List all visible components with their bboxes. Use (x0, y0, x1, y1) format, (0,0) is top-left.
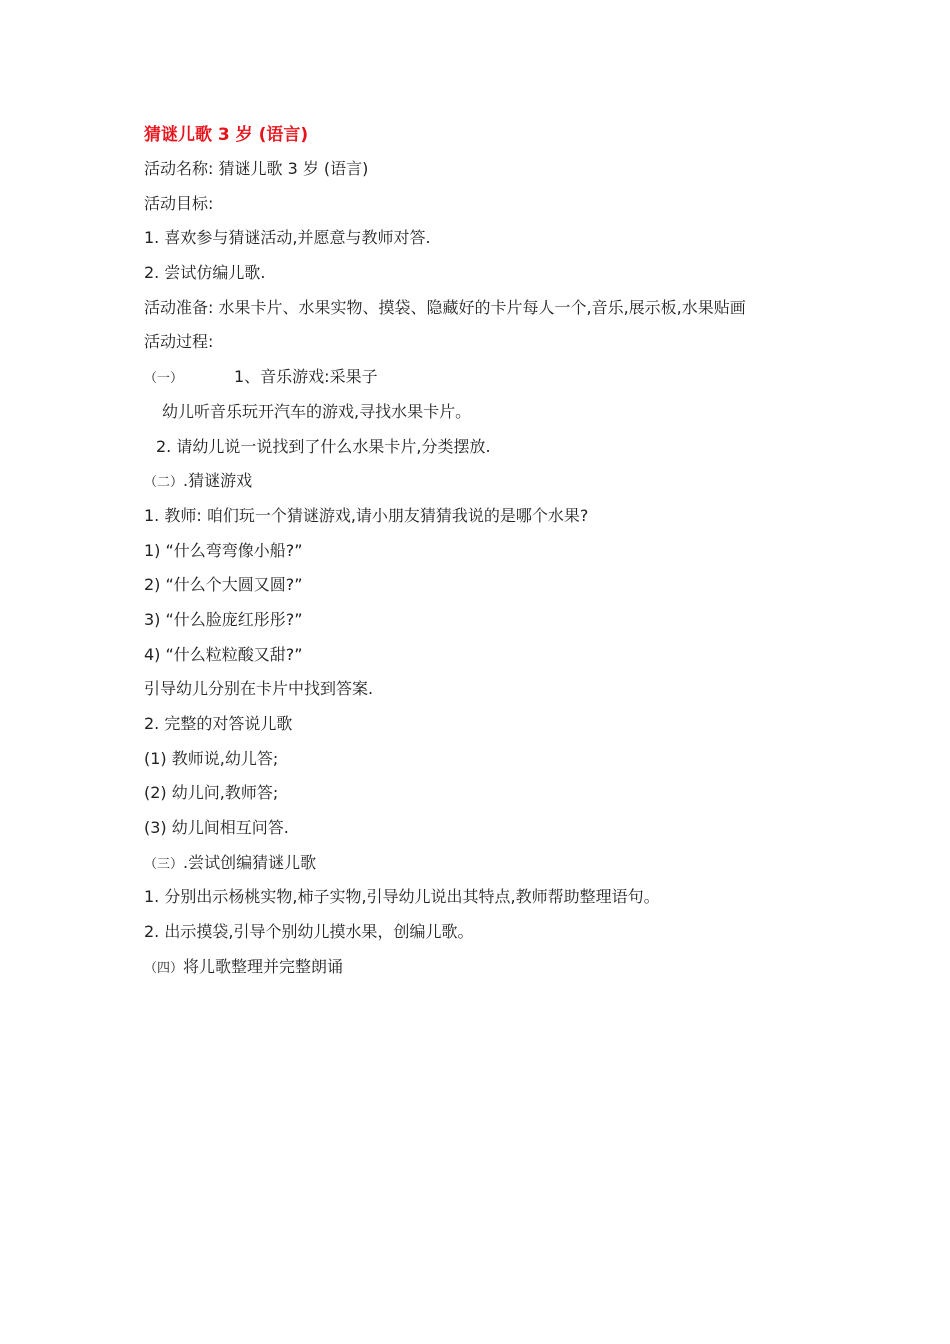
section-3-line-1: 1. 分别出示杨桃实物,柿子实物,引导幼儿说出其特点,教师帮助整理语句。 (144, 887, 660, 907)
process-heading: 活动过程: (144, 332, 214, 352)
goal-item-2: 2. 尝试仿编儿歌. (144, 263, 266, 283)
section-2-question-intro: 1. 教师: 咱们玩一个猜谜游戏,请小朋友猜猜我说的是哪个水果? (144, 505, 589, 525)
riddle-1: 1) “什么弯弯像小船?” (144, 540, 303, 560)
section-3-title: .尝试创编猜谜儿歌 (183, 852, 317, 872)
answer-mode-2: (2) 幼儿问,教师答; (144, 783, 279, 803)
section-1-line-2: 2. 请幼儿说一说找到了什么水果卡片,分类摆放. (156, 436, 491, 456)
section-2-title: .猜谜游戏 (183, 471, 253, 491)
section-3-label: （三） (144, 856, 184, 872)
answer-mode-3: (3) 幼儿间相互问答. (144, 818, 289, 838)
section-1-label: （一） (144, 371, 184, 387)
section-4-heading (144, 950, 824, 985)
section-2-step-2: 2. 完整的对答说儿歌 (144, 714, 293, 734)
section-1-title: 1、音乐游戏:采果子 (234, 367, 378, 387)
riddle-2: 2) “什么个大圆又圆?” (144, 575, 303, 595)
section-4-title: 将儿歌整理并完整朗诵 (183, 956, 344, 976)
document-body (144, 118, 824, 985)
document-title: 猜谜儿歌 3 岁 (语言) (144, 125, 309, 145)
goal-heading: 活动目标: (144, 193, 214, 213)
section-2-guide: 引导幼儿分别在卡片中找到答案. (144, 679, 374, 699)
riddle-3: 3) “什么脸庞红彤彤?” (144, 609, 303, 629)
section-3-line-2: 2. 出示摸袋,引导个别幼儿摸水果，创编儿歌。 (144, 922, 474, 942)
preparation: 活动准备: 水果卡片、水果实物、摸袋、隐藏好的卡片每人一个,音乐,展示板,水果贴画 (144, 297, 746, 317)
section-1-heading (144, 360, 824, 395)
section-3-heading (144, 846, 824, 881)
section-2-label: （二） (144, 475, 184, 491)
answer-mode-1: (1) 教师说,幼儿答; (144, 748, 279, 768)
riddle-4: 4) “什么粒粒酸又甜?” (144, 644, 303, 664)
section-1-line-1: 幼儿听音乐玩开汽车的游戏,寻找水果卡片。 (162, 401, 472, 421)
section-2-heading (144, 464, 824, 499)
activity-name: 活动名称: 猜谜儿歌 3 岁 (语言) (144, 159, 369, 178)
goal-item-1: 1. 喜欢参与猜谜活动,并愿意与教师对答. (144, 228, 431, 248)
section-4-label: （四） (144, 960, 184, 976)
